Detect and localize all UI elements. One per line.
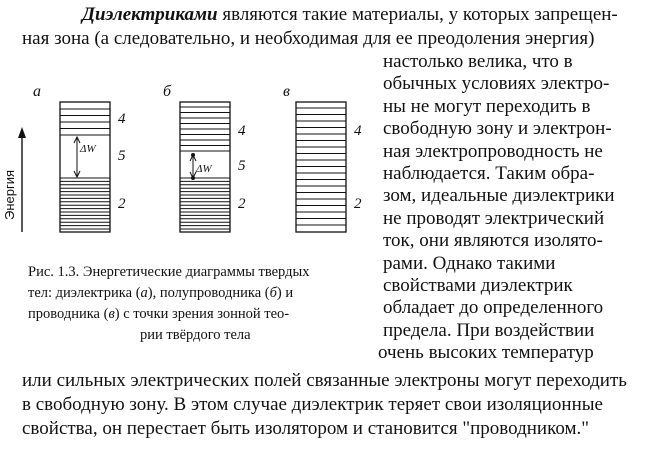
narrow-line: свободную зону и электрон- — [383, 118, 612, 140]
hole-dot — [191, 176, 195, 180]
bottom-line: в свободную зону. В этом случае диэлектрик теряет свои изоляционные — [22, 394, 603, 415]
caption-segment: в — [108, 306, 115, 322]
caption-segment: ) с точки зрения зонной тео- — [114, 306, 290, 322]
narrow-line: не проводят электрический — [383, 207, 605, 229]
label-2-a: 2 — [118, 196, 126, 212]
narrow-line: свойствами диэлектрик — [383, 275, 573, 296]
caption-line — [28, 283, 293, 303]
label-4-c: 4 — [354, 123, 362, 139]
caption-segment: тел: диэлектрика ( — [28, 285, 141, 301]
paragraph-line-1 — [82, 4, 618, 26]
paragraph-line-2: ная зона (а следовательно, и необходимая для ее преодоления энергия) — [22, 28, 595, 49]
narrow-line: настолько велика, что в — [383, 51, 573, 72]
caption-line — [140, 325, 251, 345]
narrow-line: обладает до определенного — [383, 297, 604, 319]
energy-diagram-figure — [0, 80, 380, 265]
delta-w-label-b: ΔW — [196, 163, 212, 175]
narrow-line: ная электропроводность не — [383, 140, 603, 162]
line1-text: являются такие материалы, у которых запрещен- — [217, 4, 618, 25]
narrow-line: ток, они являются изолято- — [383, 230, 603, 252]
caption-segment: ), полупроводника ( — [147, 285, 270, 301]
label-5-b: 5 — [238, 158, 246, 174]
bottom-line: свойства, он перестает быть изолятором и становится "проводником." — [22, 418, 590, 439]
label-4-a: 4 — [118, 111, 126, 127]
narrow-line: рами. Однако такими — [383, 252, 556, 274]
term-dielectrics: Диэлектриками — [82, 4, 218, 25]
narrow-line: очень высоких температур — [378, 342, 594, 364]
panel-letter-a: а — [33, 83, 41, 100]
energy-label: Энергия — [2, 169, 17, 220]
caption-segment: рии твёрдого тела — [140, 327, 251, 343]
delta-w-label-a: ΔW — [80, 143, 96, 155]
panel-letter-c: в — [283, 83, 290, 100]
energy-arrowhead — [18, 127, 26, 138]
panel-letter-b: б — [163, 83, 172, 100]
label-4-b: 4 — [238, 123, 246, 139]
caption-line — [28, 262, 309, 282]
label-5-a: 5 — [118, 148, 126, 164]
narrow-line: зом, идеальные диэлектрики — [383, 185, 615, 207]
caption-segment: ) и — [276, 285, 294, 301]
narrow-line: ны не могут переходить в — [383, 95, 591, 117]
bottom-line: или сильных электрических полей связанные электроны могут переходить — [22, 370, 627, 391]
caption-segment: б — [269, 285, 277, 301]
caption-segment: проводника ( — [28, 306, 109, 322]
caption-segment: Рис. 1.3. Энергетические диаграммы твердых — [28, 264, 310, 280]
caption-segment: а — [140, 285, 148, 301]
narrow-line: предела. При воздействии — [383, 319, 595, 341]
caption-line — [28, 304, 289, 324]
narrow-line: обычных условиях электро- — [383, 73, 610, 95]
electron-dot — [191, 153, 195, 157]
label-2-c: 2 — [354, 196, 362, 212]
narrow-line: наблюдается. Таким обра- — [383, 163, 595, 184]
label-2-b: 2 — [238, 196, 246, 212]
